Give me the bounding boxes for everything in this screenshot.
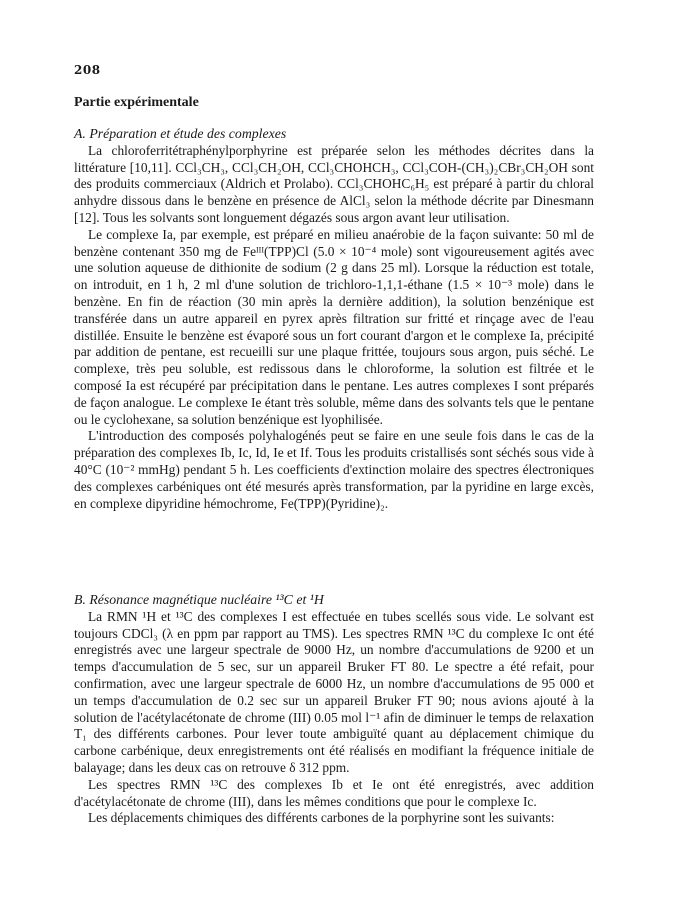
section-b: [74, 592, 594, 827]
paragraph: Le complexe Ia, par exemple, est préparé en milieu anaérobie de la façon suivante: 50 ml de benzène contenant 350 mg de Feᴵᴵᴵ(TPP)Cl (5.0 × 10⁻⁴ mole) sont vigoureusement agités avec une solution aqueuse de dithionite de sodium (2 g dans 25 ml). Lorsque la réduction est totale, on introduit, en 1 h, 2 ml d'une solution de trichloro-1,1,1-éthane (1.5 × 10⁻³ mole) dans le benzène. En fin de réaction (30 min après la dernière addition), la solution benzénique est transférée dans un autre appareil en pyrex après filtration sur fritté et rinçage avec de l'eau distillée. Ensuite le benzène est évaporé sous un fort courant d'argon et le complexe Ia, précipité par addition de pentane, est recueilli sur une plaque frittée, toujours sous argon, puis séché. Le complexe, très peu soluble, est redissous dans le chloroforme, la solution est filtrée et le composé Ia est récupéré par précipitation dans le pentane. Les autres complexes I sont préparés de façon analogue. Le complexe Ie étant très soluble, même dans des solvants tels que le pentane ou le cyclohexane, sa solution benzénique est lyophilisée.: [74, 226, 594, 427]
section-a: [74, 126, 594, 512]
paragraph: Les déplacements chimiques des différents carbones de la porphyrine sont les suivants:: [88, 810, 555, 826]
section-heading: Partie expérimentale: [74, 95, 199, 110]
paragraph: L'introduction des composés polyhalogénés peut se faire en une seule fois dans le cas de la préparation des complexes Ib, Ic, Id, Ie et If. Tous les produits cristallisés sont séchés sous vide à 40°C (10⁻² mmHg) pendant 5 h. Les coefficients d'extinction molaire des spectres électroniques des complexes carbéniques ont été mesurés après transformation, par la pyridine en large excès, en complexe dipyridine hémochrome, Fe(TPP)(Pyridine)₂.: [74, 428, 594, 511]
paragraph: Les spectres RMN ¹³C des complexes Ib et Ie ont été enregistrés, avec addition d'acétylacétonate de chrome (III), dans les mêmes conditions que pour le complexe Ic.: [74, 776, 594, 809]
section-b-title: B. Résonance magnétique nucléaire ¹³C et ¹H: [74, 592, 324, 607]
paragraph: La chloroferritétraphénylporphyrine est préparée selon les méthodes décrites dans la littérature [10,11]. CCl₃CH₃, CCl₃CH₂OH, CCl₃CHOHCH₃, CCl₃COH-(CH₃)₂CBr₃CH₂OH sont des produits commerciaux (Aldrich et Prolabo). CCl₃CHOHC₆H₅ est préparé à partir du chloral anhydre dissous dans le benzène en présence de AlCl₃ selon la méthode décrite par Dinesmann [12]. Tous les solvants sont longuement dégazés sous argon avant leur utilisation.: [74, 142, 594, 225]
paragraph: La RMN ¹H et ¹³C des complexes I est effectuée en tubes scellés sous vide. Le solvant est toujours CDCl₃ (λ en ppm par rapport au TMS). Les spectres RMN ¹³C du complexe Ic ont été enregistrés avec une largeur spectrale de 9000 Hz, un nombre d'accumulations de 9200 et un temps d'accumulation de 5 sec, sur un appareil Bruker FT 80. Le spectre a été refait, pour confirmation, avec une largeur spectrale de 6000 Hz, un nombre d'accumulations de 95 000 et un temps d'accumulation de 0.2 sec sur un appareil Bruker FT 90; nous avions ajouté à la solution de l'acétylacétonate de chrome (III) 0.05 mol l⁻¹ afin de diminuer le temps de relaxation T₁ des différents carbones. Pour lever toute ambiguïté quant au déplacement chimique du carbone carbénique, deux enregistrements ont été réalisés en modifiant la fréquence initiale de balayage; dans les deux cas on retrouve δ 312 ppm.: [74, 608, 594, 775]
section-a-title: A. Préparation et étude des complexes: [74, 126, 287, 141]
page-number: 208: [74, 63, 101, 77]
